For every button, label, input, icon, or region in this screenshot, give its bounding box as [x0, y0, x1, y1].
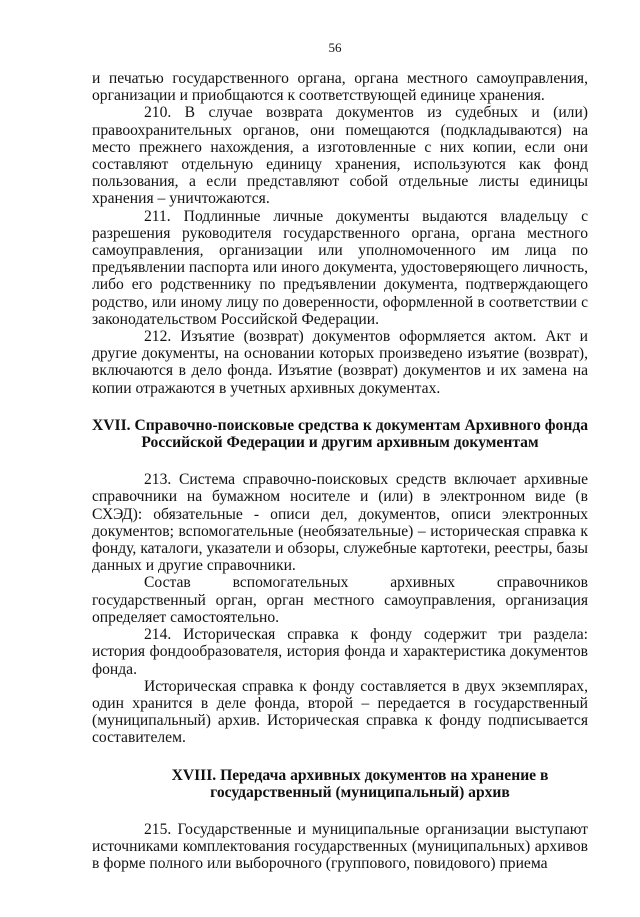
- section-heading-xviii-line1: XVIII. Передача архивных документов на хранение в: [171, 766, 549, 784]
- paragraph-215: 215. Государственные и муниципальные организации выступают источниками комплектования государственных (муниципальных) архивов в форме полного или выборочного (группового, повидового) приема: [92, 820, 588, 873]
- paragraph-214-copies: Историческая справка к фонду составляется в двух экземплярах, один хранится в деле фонда, второй – передается в государственный (муниципальный) архив. Историческая справка к фонду подписывается составителем.: [92, 677, 588, 747]
- page-number: 56: [328, 40, 342, 55]
- section-heading-xvii-line2: Российской Федерации и другим архивным документам: [141, 434, 539, 452]
- section-heading-xviii-line2: государственный (муниципальный) архив: [210, 783, 510, 801]
- section-heading-xvii-line1: XVII. Справочно-поисковые средства к документам Архивного фонда: [92, 416, 589, 434]
- section-heading-xvii: [92, 417, 588, 451]
- paragraph-continuation: и печатью государственного органа, органа местного самоуправления, организации и приобщаются к соответствующей единице хранения.: [92, 70, 588, 105]
- section-heading-xviii: [92, 767, 588, 801]
- paragraph-213-composition: Состав вспомогательных архивных справочников государственный орган, орган местного самоуправления, организация определяет самостоятельно.: [92, 574, 588, 626]
- paragraph-214: 214. Историческая справка к фонду содержит три раздела: история фондообразователя, история фонда и характеристика документов фонда.: [92, 626, 588, 678]
- paragraph-210: 210. В случае возврата документов из судебных и (или) правоохранительных органов, они помещаются (подкладываются) на место прежнего нахождения, а изготовленные с них копии, если они составляют отдельную единицу хранения, используются как фонд пользования, а если представляют собой отдельные листы единицы хранения – уничтожаются.: [92, 104, 588, 208]
- paragraph-211: 211. Подлинные личные документы выдаются владельцу с разрешения руководителя государственного органа, органа местного самоуправления, организации или уполномоченного им лица по предъявлении паспорта или иного документа, удостоверяющего личность, либо его родственнику по предъявлении документа, подтверждающего родство, или иному лицу по доверенности, оформленной в соответствии с законодательством Российской Федерации.: [92, 207, 588, 328]
- paragraph-212: 212. Изъятие (возврат) документов оформляется актом. Акт и другие документы, на основании которых произведено изъятие (возврат), включаются в дело фонда. Изъятие (возврат) документов и их замена на копии отражаются в учетных архивных документах.: [92, 328, 588, 397]
- paragraph-213: 213. Система справочно-поисковых средств включает архивные справочники на бумажном носителе и (или) в электронном виде (в СХЭД): обязательные - описи дел, документов, описи электронных документов; вспомогательные (необязательные) – историческая справка к фонду, каталоги, указатели и обзоры, служебные картотеки, реестры, базы данных и другие справочники.: [92, 471, 588, 575]
